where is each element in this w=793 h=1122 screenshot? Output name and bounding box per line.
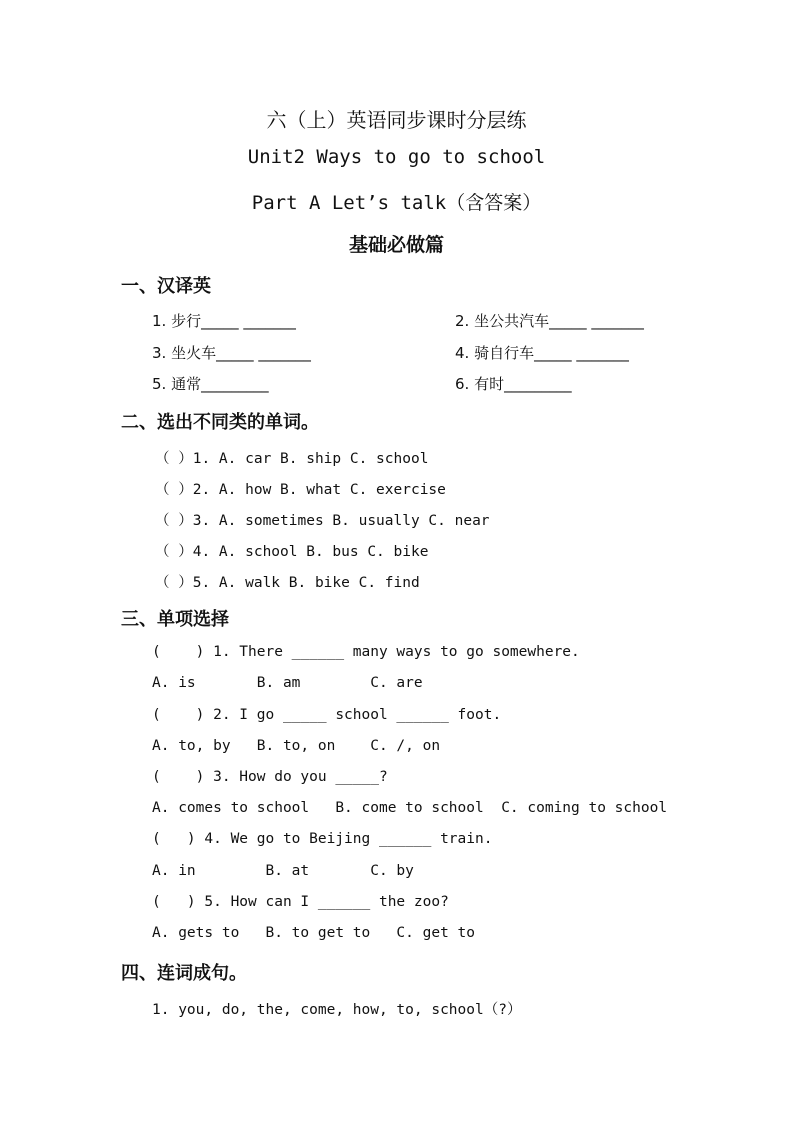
- mc-question-3: ( ) 3. How do you _____?: [152, 769, 388, 785]
- mc-options-1: A. is B. am C. are: [152, 675, 423, 691]
- section-heading-sentence-building: 四、连词成句。: [121, 963, 247, 984]
- unit-title: Unit2 Ways to go to school: [247, 146, 546, 168]
- translate-item-6: 6. 有时_________: [455, 375, 572, 393]
- odd-item-4: （ ）4. A. school B. bus C. bike: [155, 544, 429, 560]
- level-subtitle: 基础必做篇: [348, 234, 444, 256]
- translate-item-2: 2. 坐公共汽车_____ _______: [455, 312, 644, 330]
- mc-options-4: A. in B. at C. by: [152, 863, 414, 879]
- worksheet-title: 六（上）英语同步课时分层练: [266, 108, 527, 132]
- odd-item-1: （ ）1. A. car B. ship C. school: [155, 451, 429, 467]
- mc-options-3: A. comes to school B. come to school C. coming to school: [152, 800, 668, 816]
- section-heading-odd-one-out: 二、选出不同类的单词。: [121, 412, 319, 433]
- part-title: Part A Let’s talk（含答案）: [251, 192, 542, 214]
- mc-options-2: A. to, by B. to, on C. /, on: [152, 738, 441, 754]
- translate-item-4: 4. 骑自行车_____ _______: [455, 344, 629, 362]
- mc-question-1: ( ) 1. There ______ many ways to go somewhere.: [152, 644, 580, 660]
- section-heading-multiple-choice: 三、单项选择: [121, 609, 229, 630]
- translate-item-5: 5. 通常_________: [152, 375, 269, 393]
- translate-item-3: 3. 坐火车_____ _______: [152, 344, 311, 362]
- translate-item-1: 1. 步行_____ _______: [152, 312, 296, 330]
- mc-question-2: ( ) 2. I go _____ school ______ foot.: [152, 707, 502, 723]
- odd-item-2: （ ）2. A. how B. what C. exercise: [155, 482, 446, 498]
- mc-options-5: A. gets to B. to get to C. get to: [152, 925, 476, 941]
- odd-item-3: （ ）3. A. sometimes B. usually C. near: [155, 513, 490, 529]
- sentence-item-1: 1. you, do, the, come, how, to, school（?）: [152, 1002, 522, 1018]
- mc-question-5: ( ) 5. How can I ______ the zoo?: [152, 894, 449, 910]
- mc-question-4: ( ) 4. We go to Beijing ______ train.: [152, 831, 493, 847]
- odd-item-5: （ ）5. A. walk B. bike C. find: [155, 575, 420, 591]
- section-heading-translate: 一、汉译英: [121, 276, 211, 297]
